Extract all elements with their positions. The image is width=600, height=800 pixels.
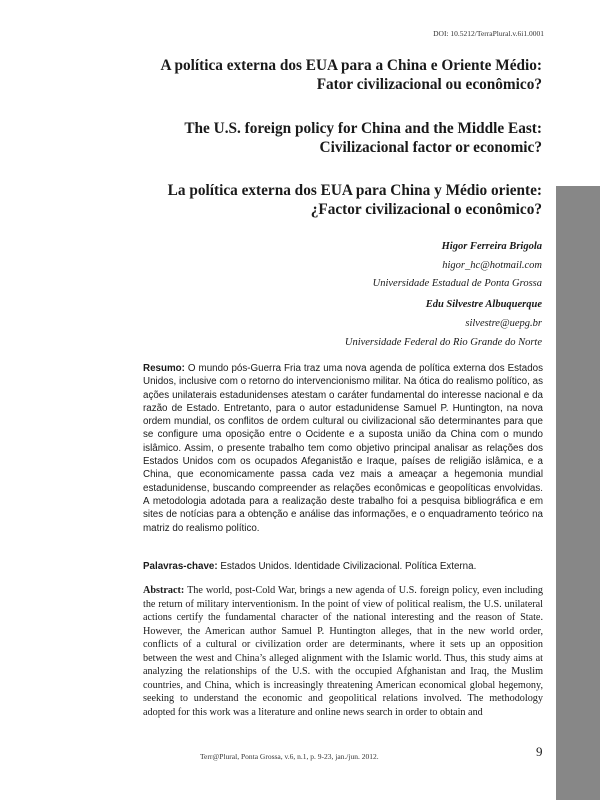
resumo-paragraph xyxy=(143,362,543,535)
author-name: Higor Ferreira Brigola xyxy=(441,241,542,252)
author-affiliation: Universidade Federal do Rio Grande do Norte xyxy=(344,336,542,348)
page-edge-light xyxy=(556,0,600,186)
resumo-text: O mundo pós-Guerra Fria traz uma nova agenda de política externa dos Estados Unidos, inclusive com o retorno do intervencionismo militar. Na ótica do realismo político, as ações unilaterais estadunidenses atestam o caráter fundamental do interesse nacional e da razão de Estado. Entretanto, para o autor estadunidense Samuel P. Huntington, na nova ordem mundial, os conflitos de ordem cultural ou civilizacional são determinantes para que se configure uma oposição entre o Ocidente e a suposta união da China com o mundo islâmico. Assim, o presente trabalho tem como objetivo principal analisar as relações dos Estados Unidos com os ocupados Afeganistão e Iraque, países de religião islâmica, e a China, que economicamente passa cada vez mais a ameaçar a hegemonia mundial estadunidense, buscando compreender as relações econômicas e geopolíticas envolvidas. A metodologia adotada para a realização deste trabalho foi a pesquisa bibliográfica e em sites de notícias para a obtenção e análise das informações, e o enquadramento teórico na matriz do realismo político. xyxy=(143,363,543,534)
author-name: Edu Silvestre Albuquerque xyxy=(425,299,542,311)
abstract-label: Abstract: xyxy=(143,585,185,596)
abstract-paragraph xyxy=(143,584,543,719)
page-number: 9 xyxy=(536,744,543,759)
title-line: Civilizacional factor or economic? xyxy=(319,139,542,156)
author-affiliation: Universidade Estadual de Ponta Grossa xyxy=(372,278,542,290)
author-email[interactable]: higor_hc@hotmail.com xyxy=(442,259,542,271)
title-line: Fator civilizacional ou econômico? xyxy=(316,76,542,93)
title-line: ¿Factor civilizacional o econômico? xyxy=(310,201,542,218)
doi-label: DOI: 10.5212/TerraPlural.v.6i1.0001 xyxy=(433,29,544,38)
author-email[interactable]: silvestre@uepg.br xyxy=(465,317,542,329)
footer-citation: Terr@Plural, Ponta Grossa, v.6, n.1, p. 9-23, jan./jun. 2012. xyxy=(200,752,379,761)
title-line: La política externa dos EUA para China y Médio oriente: xyxy=(167,182,542,199)
resumo-label: Resumo: xyxy=(143,363,185,374)
title-line: A política externa dos EUA para a China e Oriente Médio: xyxy=(160,57,542,74)
keywords-text: Estados Unidos. Identidade Civilizacional. Política Externa. xyxy=(220,561,477,572)
author-block xyxy=(345,238,542,352)
keywords-label: Palavras-chave: xyxy=(143,561,218,572)
page-edge-bar xyxy=(556,0,600,800)
title-english xyxy=(184,119,542,157)
keywords-paragraph xyxy=(143,560,543,573)
title-portuguese xyxy=(160,56,542,94)
title-spanish xyxy=(168,181,542,219)
page-edge-dark xyxy=(556,186,600,800)
abstract-text: The world, post-Cold War, brings a new agenda of U.S. foreign policy, even including the return of military interventionism. In the point of view of political realism, the U.S. unilateral actions certify the fundamental character of the national interesting and the reason of State. However, the American author Samuel P. Huntington alleges, that in the new world order, conflicts of a cultural or civilization order are determinants, where it sets up an opposition between the west and China’s alleged alignment with the Islamic world. Thus, this study aims at analyzing the relationships of the U.S. with the occupied Afghanistan and Iraq, the Muslim countries, and China, which is increasingly threatening American economical global hegemony, seeking to understand the economic and geopolitical relations involved. The methodology adopted for this work was a literature and online news search in order to obtain and xyxy=(143,585,543,718)
title-line: The U.S. foreign policy for China and the Middle East: xyxy=(184,120,542,137)
